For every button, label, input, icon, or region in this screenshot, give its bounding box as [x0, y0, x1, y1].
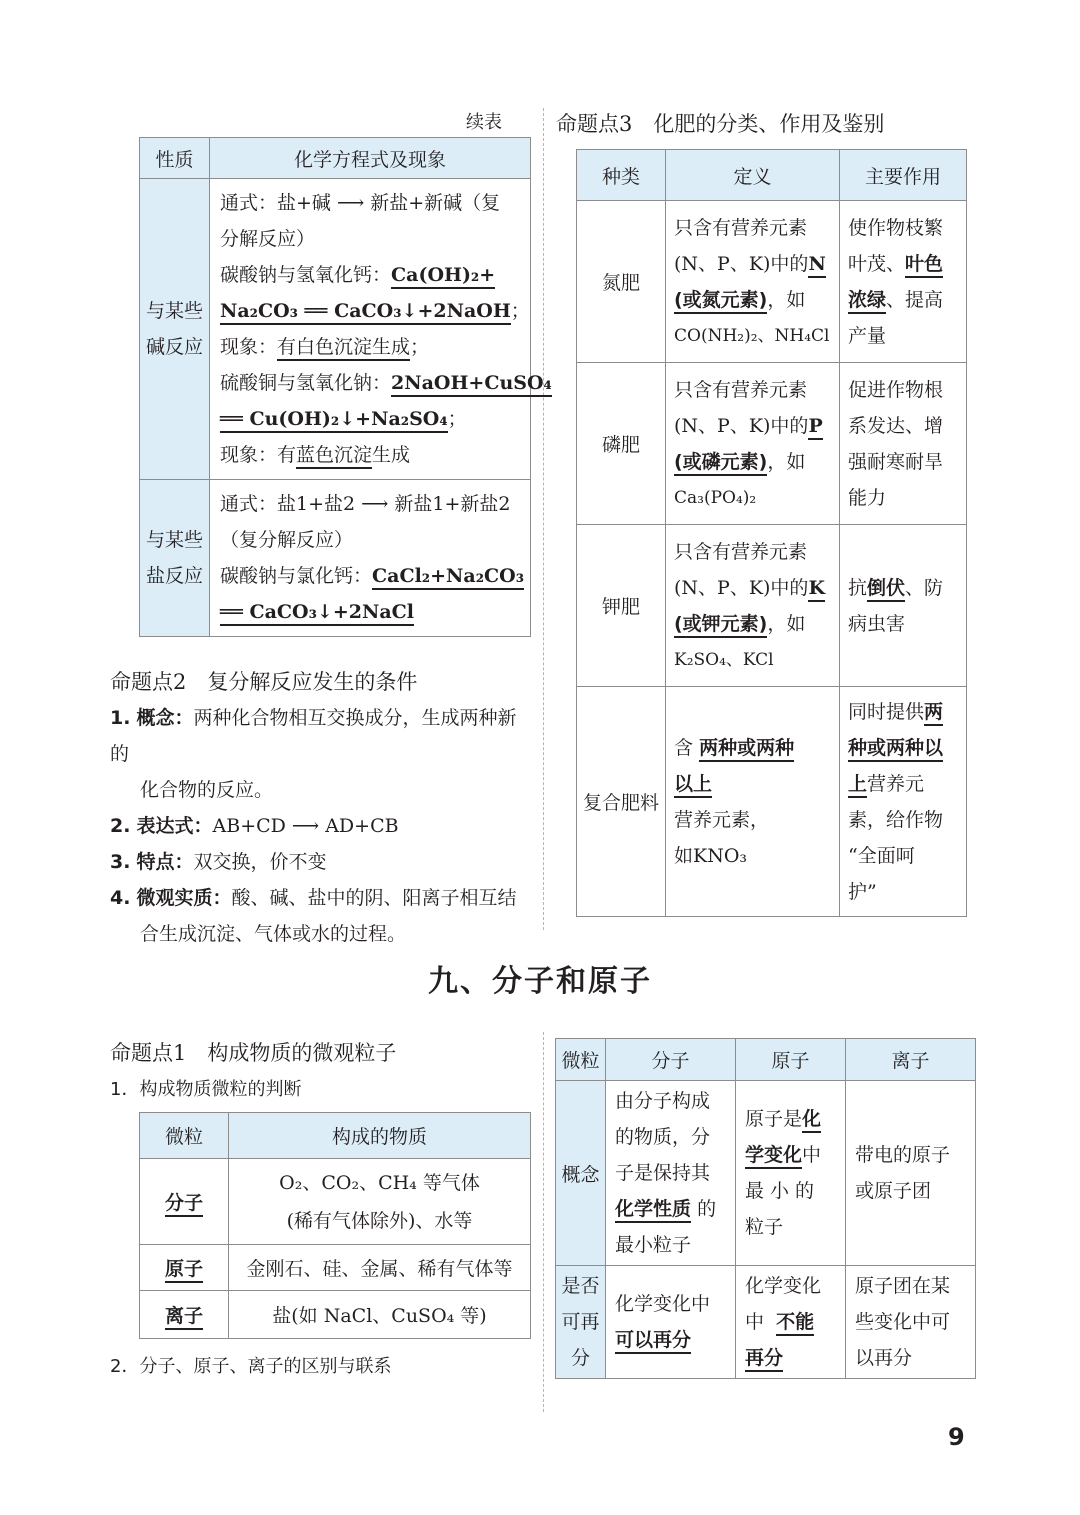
label-concept: 概念: [556, 1081, 606, 1266]
page-number: 9: [948, 1423, 965, 1451]
particle-compare-table: 微粒 分子 原子 离子 概念 由分子构成 的物质，分 子是保持其 化学性质 的 最小粒子 原子是化 学变化中 最小的 粒子 带电的原子 或原子团 是否可再分 化学变化中 可以再分 化学变化 中 不能 再分 原子团在某 些变化中可 以再分: [555, 1038, 976, 1379]
base-reaction-cell: 通式：盐+碱 ⟶ 新盐+新碱（复 分解反应） 碳酸钠与氢氧化钙：Ca(OH)₂+ Na₂CO₃ ══ CaCO₃↓+2NaOH； 现象：有白色沉淀生成； 硫酸铜与氢氧化钠：2NaOH+CuSO₄ ══ Cu(OH)₂↓+Na₂SO₄； 现象：有蓝色沉淀生成: [210, 179, 531, 480]
answer-equation: ══ CaCO₃↓+2NaCl: [220, 601, 414, 626]
kind-compound: 复合肥料: [577, 687, 666, 917]
header-kind: 种类: [577, 150, 666, 201]
fertilizer-table: 种类 定义 主要作用 氮肥 只含有营养元素 (N、P、K)中的N (或氮元素)，如 CO(NH₂)₂、NH₄Cl 使作物枝繁 叶茂、叶色 浓绿、提高 产量 磷肥 只含有营养元素 (N、P、K)中的P (或磷元素)，如 Ca₃(PO₄)₂ 促进作物根 系发达、增 强耐寒耐旱 能力 钾肥 只含有营养元素 (N、P、K)中的K (或钾元素)，如 K₂SO₄、KCl 抗倒伏、防 病虫害 复合肥料 含 两种或两种 以上 营养元素， 如KNO₃ 同时提供两 种或两种以 上营养元 素，给作物 “全面呵 护”: [576, 149, 967, 917]
continued-label: 续表: [466, 112, 502, 133]
list-item: 2. 表达式：AB+CD ⟶ AD+CB: [110, 815, 399, 837]
answer-equation: CaCl₂+Na₂CO₃: [372, 565, 524, 590]
label-divisible: 是否可再分: [561, 1275, 600, 1369]
point1-title: 命题点1 构成物质的微观粒子: [110, 1041, 397, 1065]
point2-title: 命题点2 复分解反应发生的条件: [110, 670, 418, 694]
answer-equation: 2NaOH+CuSO₄: [391, 372, 552, 397]
header-property: 性质: [140, 138, 210, 179]
answer-equation: ══ Cu(OH)₂↓+Na₂SO₄: [220, 408, 448, 433]
salt-properties-table: [139, 137, 552, 637]
answer-phenomenon: 蓝色沉淀: [296, 444, 372, 469]
kind-potassium: 钾肥: [577, 525, 666, 687]
particle-molecule: 分子: [165, 1192, 203, 1217]
label-react-salt: 与某些盐反应: [140, 480, 210, 637]
header-definition: 定义: [666, 150, 840, 201]
header-main-use: 主要作用: [840, 150, 967, 201]
list-item: 1. 概念：两种化合物相互交换成分，生成两种新的 化合物的反应。: [110, 707, 517, 801]
subsection-1: 1．构成物质微粒的判断: [110, 1079, 302, 1100]
particle-matter-table: 微粒 构成的物质 分子 O₂、CO₂、CH₄ 等气体 (稀有气体除外)、水等 原子 金刚石、硅、金属、稀有气体等 离子 盐(如 NaCl、CuSO₄ 等): [139, 1112, 531, 1339]
list-item: 3. 特点：双交换，价不变: [110, 851, 327, 873]
kind-nitrogen: 氮肥: [577, 201, 666, 363]
point3-title: 命题点3 化肥的分类、作用及鉴别: [556, 112, 885, 136]
particle-atom: 原子: [165, 1258, 203, 1283]
salt-reaction-cell: 通式：盐1+盐2 ⟶ 新盐1+新盐2 （复分解反应） 碳酸钠与氯化钙：CaCl₂+Na₂CO₃ ══ CaCO₃↓+2NaCl: [210, 480, 531, 637]
header-molecule: 分子: [606, 1039, 736, 1081]
answer-equation: Ca(OH)₂+: [391, 264, 495, 289]
label-react-base: 与某些碱反应: [140, 179, 210, 480]
answer-equation: Na₂CO₃ ══ CaCO₃↓+2NaOH: [220, 300, 511, 325]
header-particle: 微粒: [140, 1113, 229, 1159]
answer-phenomenon: 有白色沉淀生成: [277, 336, 410, 361]
header-equation: 化学方程式及现象: [210, 138, 531, 179]
header-atom: 原子: [736, 1039, 846, 1081]
particle-ion: 离子: [165, 1305, 203, 1330]
header-matter: 构成的物质: [229, 1113, 531, 1159]
column-divider-top: [543, 108, 544, 930]
point2-list: [110, 700, 535, 952]
kind-phosphorus: 磷肥: [577, 363, 666, 525]
header-ion: 离子: [846, 1039, 976, 1081]
header-particle-2: 微粒: [556, 1039, 606, 1081]
chapter-title: 九、分子和原子: [428, 964, 652, 999]
list-item: 4. 微观实质：酸、碱、盐中的阴、阳离子相互结 合生成沉淀、气体或水的过程。: [110, 887, 517, 945]
column-divider-bottom: [543, 1032, 544, 1412]
subsection-2: 2．分子、原子、离子的区别与联系: [110, 1356, 392, 1377]
